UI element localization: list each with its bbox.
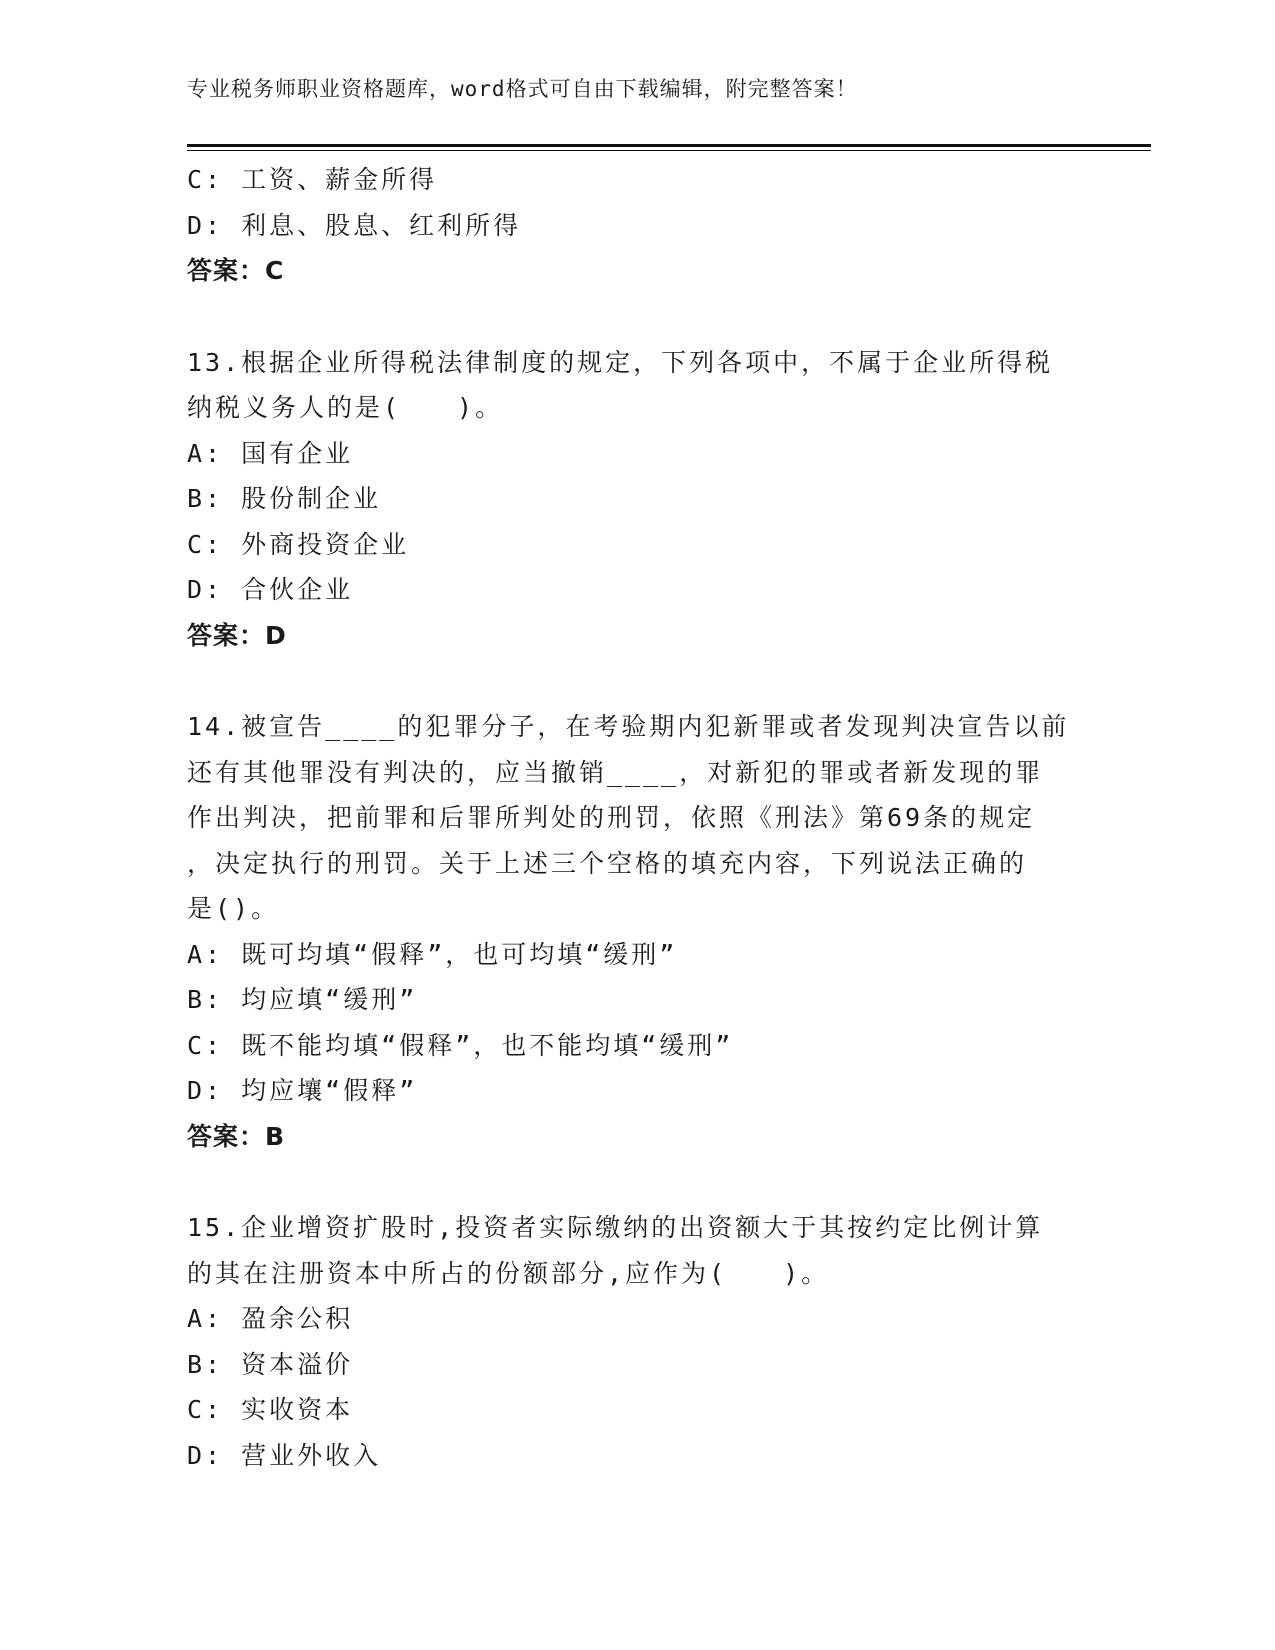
- question-text-line: 13.根据企业所得税法律制度的规定，下列各项中，不属于企业所得税: [187, 347, 1054, 377]
- option-c: C: 既不能均填“假释”，也不能均填“缓刑”: [187, 1030, 734, 1060]
- question-text-line: 15.企业增资扩股时,投资者实际缴纳的出资额大于其按约定比例计算: [187, 1213, 1044, 1242]
- question-text-line: 作出判决，把前罪和后罪所判处的刑罚，依照《刑法》第69条的规定: [187, 803, 1036, 832]
- question-14: [187, 704, 1087, 1159]
- answer-label: 答案：C: [187, 256, 285, 285]
- header-divider-thin: [187, 150, 1151, 151]
- option-d: D: 均应壤“假释”: [187, 1076, 418, 1105]
- option-c: C: 外商投资企业: [187, 529, 410, 559]
- answer-label: 答案：D: [187, 620, 287, 650]
- spacer: [187, 658, 1087, 704]
- question-text-line: ，决定执行的刑罚。关于上述三个空格的填充内容，下列说法正确的: [187, 848, 1028, 878]
- question-15: [187, 1205, 1087, 1478]
- answer-label: 答案：B: [187, 1121, 286, 1151]
- question-text-line: 14.被宣告____的犯罪分子，在考验期内犯新罪或者发现判决宣告以前: [187, 712, 1070, 741]
- option-c: C: 实收资本: [187, 1395, 354, 1424]
- option-b: B: 均应填“缓刑”: [187, 985, 418, 1014]
- question-text-line: 的其在注册资本中所占的份额部分,应作为( )。: [187, 1258, 830, 1288]
- option-a: A: 盈余公积: [187, 1304, 354, 1333]
- option-b: B: 资本溢价: [187, 1349, 354, 1379]
- option-b: B: 股份制企业: [187, 484, 382, 513]
- option-d: D: 营业外收入: [187, 1440, 382, 1470]
- header-divider-thick: [187, 144, 1151, 147]
- question-text-line: 是()。: [187, 894, 280, 923]
- question-13: [187, 340, 1087, 659]
- spacer: [187, 1159, 1087, 1205]
- question-text-line: 纳税义务人的是( )。: [187, 393, 504, 422]
- option-a: A: 国有企业: [187, 438, 354, 468]
- option-c: C: 工资、薪金所得: [187, 165, 438, 194]
- question-content: [187, 157, 1087, 1478]
- option-d: D: 合伙企业: [187, 575, 354, 604]
- spacer: [187, 294, 1087, 340]
- option-d: D: 利息、股息、红利所得: [187, 210, 522, 240]
- page-header-title: 专业税务师职业资格题库，word格式可自由下载编辑，附完整答案！: [187, 77, 858, 101]
- option-a: A: 既可均填“假释”，也可均填“缓刑”: [187, 939, 678, 969]
- question-12: [187, 157, 1087, 294]
- question-text-line: 还有其他罪没有判决的，应当撤销____，对新犯的罪或者新发现的罪: [187, 757, 1044, 787]
